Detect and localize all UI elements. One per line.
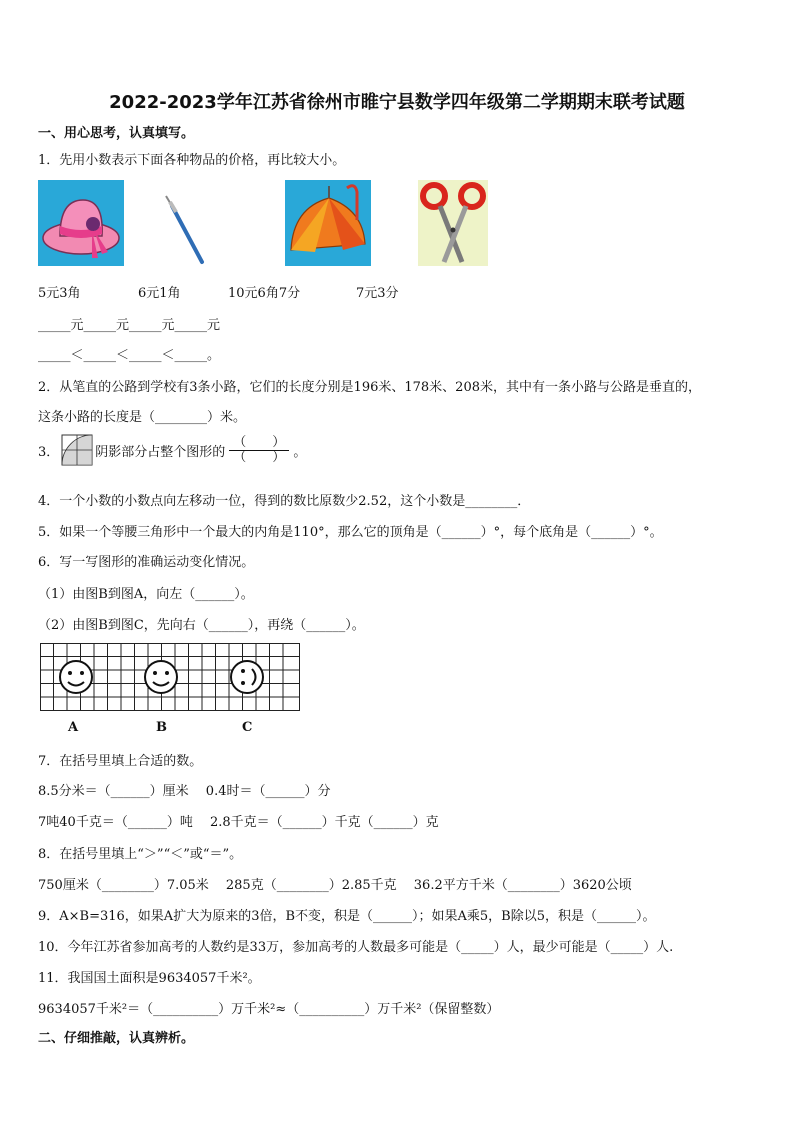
smiley-face-icon [60,661,92,693]
question-7-row-1: 8.5分米＝（______）厘米 0.4时＝（______）分 [38,784,331,799]
compare-row: _____＜_____＜_____＜_____。 [38,348,221,363]
price-pen: 6元1角 [138,286,181,301]
question-11: 11．我国国土面积是9634057千米²。 [38,971,261,986]
question-2-line1: 2．从笔直的公路到学校有3条小路，它们的长度分别是196米、178米、208米，其中有一条小路与公路是垂直的， [38,380,701,395]
question-3 [38,434,306,466]
question-3-suffix: 。 [293,444,307,460]
answer-fraction [229,436,289,465]
price-scissors: 7元3分 [356,286,399,301]
smiley-face-icon [231,661,263,693]
question-3-text: 阴影部分占整个图形的 [95,444,226,460]
page-title: 2022-2023学年江苏省徐州市睢宁县数学四年级第二学期期末联考试题 [109,92,685,113]
hat-icon [38,180,124,266]
scissors-icon [418,180,488,266]
question-1: 1．先用小数表示下面各种物品的价格，再比较大小。 [38,153,346,168]
question-11-row: 9634057千米²＝（__________）万千米²≈（__________）万千米²（保留整数） [38,1002,500,1017]
question-7-row-2: 7吨40千克＝（______）吨 2.8千克＝（______）千克（______）克 [38,815,439,830]
figure-label-c: C [242,720,253,735]
question-10: 10．今年江苏省参加高考的人数约是33万，参加高考的人数最多可能是（_____）人，最少可能是（_____）人. [38,940,674,955]
shaded-square-icon [61,434,93,466]
movement-grid [40,643,300,711]
question-3-number: 3． [38,444,60,460]
question-6: 6．写一写图形的准确运动变化情况。 [38,555,255,570]
fraction-numerator: （ ） [229,436,289,451]
question-2-line2: 这条小路的长度是（________）米。 [38,410,247,425]
question-5: 5．如果一个等腰三角形中一个最大的内角是110°，那么它的顶角是（______）°，每个底角是（______）°。 [38,525,663,540]
question-6-part-2: （2）由图B到图C，先向右（______），再绕（______）。 [38,618,365,633]
figure-label-b: B [156,720,167,735]
fill-yuan-row: _____元_____元_____元_____元 [38,318,221,333]
price-hat: 5元3角 [38,286,81,301]
price-umbrella: 10元6角7分 [228,286,301,301]
fraction-denominator: （ ） [233,449,286,465]
section-2-heading: 二、仔细推敲，认真辨析。 [38,1031,195,1046]
question-8-row: 750厘米（________）7.05米 285克（________）2.85千克 36.2平方千米（________）3620公顷 [38,878,632,893]
smiley-face-icon [145,661,177,693]
pen-icon [160,192,210,266]
question-4: 4．一个小数的小数点向左移动一位，得到的数比原数少2.52，这个小数是________． [38,494,531,509]
question-8: 8．在括号里填上“＞”“＜”或“＝”。 [38,847,243,862]
question-9: 9．A×B=316，如果A扩大为原来的3倍，B不变，积是（______）；如果A乘5，B除以5，积是（______）。 [38,909,656,924]
section-1-heading: 一、用心思考，认真填写。 [38,126,195,141]
umbrella-icon [285,180,371,266]
question-7: 7．在括号里填上合适的数。 [38,754,203,769]
question-6-part-1: （1）由图B到图A，向左（______）。 [38,587,254,602]
figure-label-a: A [68,720,79,735]
